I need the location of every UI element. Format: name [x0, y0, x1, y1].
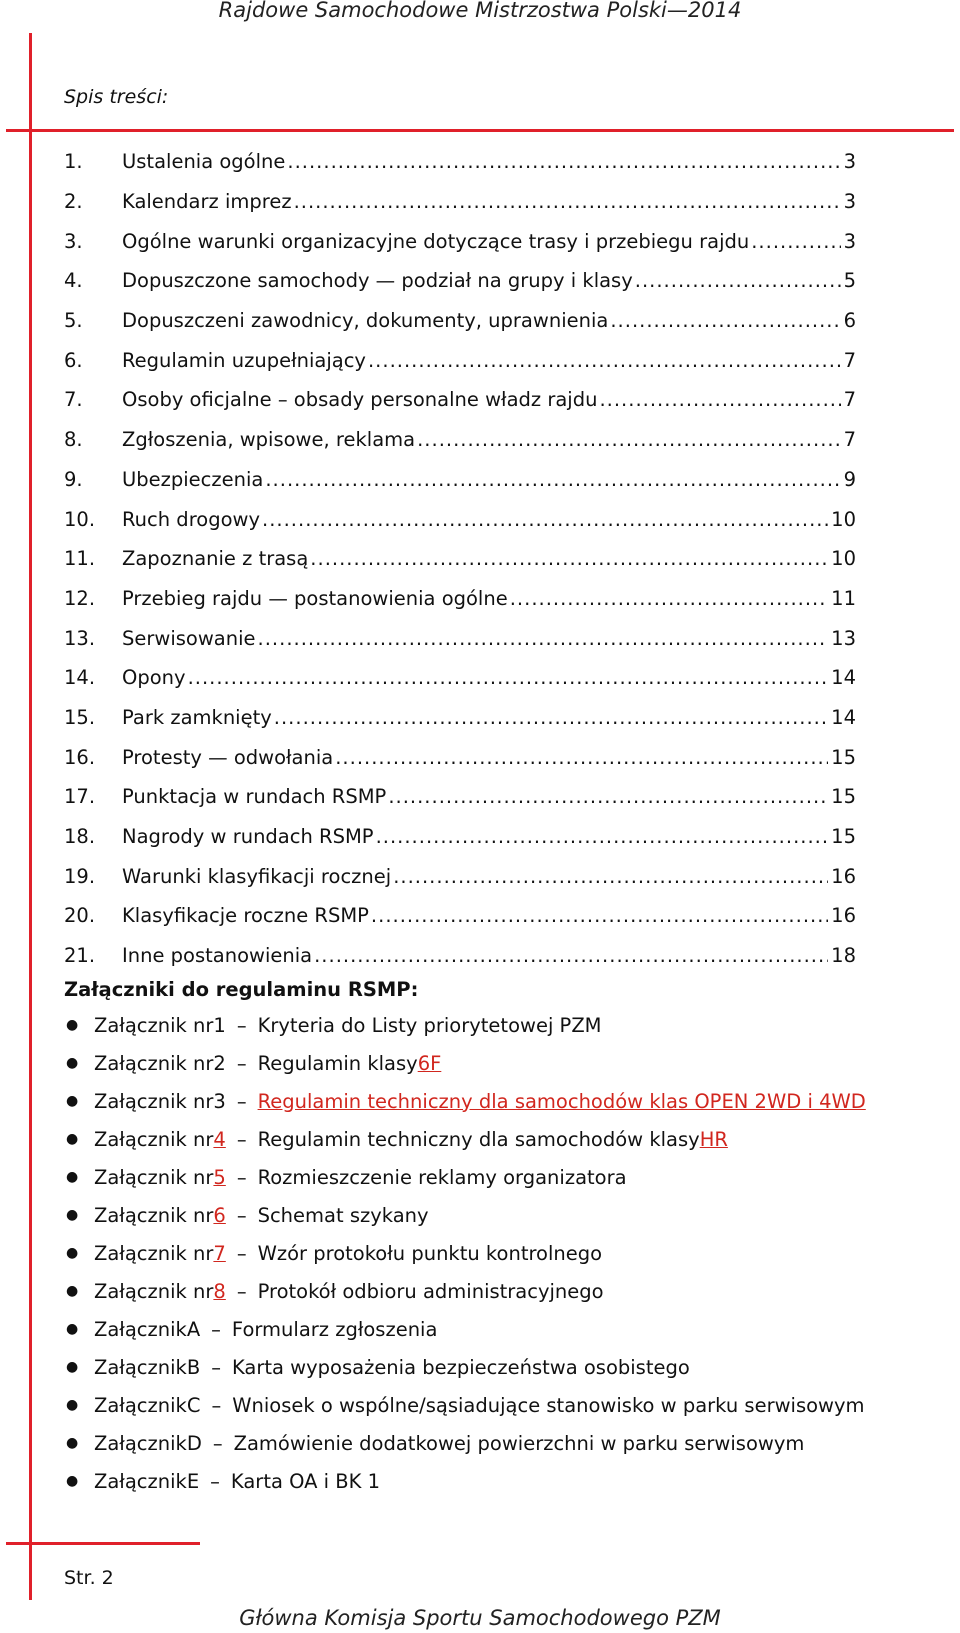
toc-leader-dots: [287, 150, 840, 173]
attachment-id: B: [186, 1355, 201, 1379]
attachment-prefix: Załącznik nr: [94, 1013, 214, 1037]
attachment-link[interactable]: HR: [699, 1127, 728, 1151]
toc-entry-page: 10: [831, 547, 856, 571]
bullet-icon: ●: [66, 1017, 79, 1033]
toc-entry[interactable]: [64, 142, 856, 182]
bullet-icon: ●: [66, 1131, 79, 1147]
toc-entry-page: 3: [843, 190, 856, 214]
toc-entry-title: Dopuszczeni zawodnicy, dokumenty, uprawnienia: [122, 309, 609, 333]
toc-entry[interactable]: [64, 896, 856, 936]
toc-leader-dots: [258, 627, 829, 650]
toc-leader-dots: [368, 349, 841, 372]
toc-entry-title: Kalendarz imprez: [122, 190, 292, 214]
attachment-description: Kryteria do Listy priorytetowej PZM: [257, 1013, 602, 1037]
attachment-prefix: Załącznik nr: [94, 1279, 214, 1303]
toc-entry[interactable]: [64, 658, 856, 698]
toc-entry-number: 11.: [64, 547, 96, 571]
toc-entry[interactable]: [64, 499, 856, 539]
header-rule: [6, 129, 954, 132]
toc-entry-number: 1.: [64, 150, 83, 174]
dash-separator: –: [236, 1089, 247, 1113]
toc-entry-page: 9: [843, 467, 856, 491]
attachment-item: [64, 1044, 866, 1082]
toc-entry[interactable]: [64, 856, 856, 896]
toc-leader-dots: [371, 904, 828, 927]
attachment-item: [64, 1310, 866, 1348]
attachment-id: 2: [213, 1051, 226, 1075]
toc-leader-dots: [310, 547, 828, 570]
toc-entry[interactable]: [64, 182, 856, 222]
dash-separator: –: [236, 1013, 247, 1037]
toc-entry-number: 2.: [64, 190, 83, 214]
attachment-id-link[interactable]: 6: [213, 1203, 226, 1227]
toc-entry[interactable]: [64, 539, 856, 579]
toc-entry[interactable]: [64, 221, 856, 261]
toc-entry-number: 16.: [64, 745, 96, 769]
toc-entry-number: 14.: [64, 666, 96, 690]
attachment-id-link[interactable]: 7: [213, 1241, 226, 1265]
toc-entry[interactable]: [64, 737, 856, 777]
attachment-description: Formularz zgłoszenia: [231, 1317, 438, 1341]
toc-leader-dots: [335, 746, 828, 769]
dash-separator: –: [236, 1165, 247, 1189]
page-footer: Główna Komisja Sportu Samochodowego PZM: [239, 1606, 721, 1630]
bullet-icon: ●: [66, 1055, 79, 1071]
toc-entry-page: 16: [831, 904, 856, 928]
attachment-description: Wniosek o wspólne/sąsiadujące stanowisko w parku serwisowym: [232, 1393, 865, 1417]
bullet-icon: ●: [66, 1207, 79, 1223]
toc-leader-dots: [262, 508, 828, 531]
toc-entry[interactable]: [64, 579, 856, 619]
footer-rule: [6, 1542, 200, 1545]
attachment-id-link[interactable]: 4: [213, 1127, 226, 1151]
attachment-description: Regulamin klasy: [257, 1051, 418, 1075]
dash-separator: –: [236, 1203, 247, 1227]
toc-entry-title: Warunki klasyfikacji rocznej: [122, 864, 392, 888]
attachment-item: [64, 1424, 866, 1462]
toc-entry-number: 4.: [64, 269, 83, 293]
toc-leader-dots: [188, 666, 829, 689]
toc-entry-number: 12.: [64, 586, 96, 610]
dash-separator: –: [236, 1127, 247, 1151]
toc-entry[interactable]: [64, 698, 856, 738]
bullet-icon: ●: [66, 1397, 79, 1413]
toc-entry-title: Przebieg rajdu — postanowienia ogólne: [122, 586, 508, 610]
attachment-prefix: Załącznik nr: [94, 1127, 214, 1151]
bullet-icon: ●: [66, 1359, 79, 1375]
attachment-description: Karta wyposażenia bezpieczeństwa osobistego: [231, 1355, 690, 1379]
attachments-list: [64, 1006, 866, 1500]
dash-separator: –: [211, 1393, 222, 1417]
attachment-item: [64, 1462, 866, 1500]
toc-entry-number: 17.: [64, 785, 96, 809]
toc-entry-title: Serwisowanie: [122, 626, 256, 650]
toc-entry-title: Klasyfikacje roczne RSMP: [122, 904, 369, 928]
attachment-item: [64, 1006, 866, 1044]
attachment-item: [64, 1158, 866, 1196]
dash-separator: –: [236, 1241, 247, 1265]
dash-separator: –: [212, 1431, 223, 1455]
toc-entry-number: 6.: [64, 348, 83, 372]
toc-entry-title: Opony: [122, 666, 186, 690]
toc-entry-page: 10: [831, 507, 856, 531]
attachment-prefix: Załącznik nr: [94, 1241, 214, 1265]
toc-leader-dots: [610, 309, 840, 332]
toc-entry-page: 15: [831, 785, 856, 809]
table-of-contents: [64, 142, 856, 975]
attachment-description: Schemat szykany: [257, 1203, 429, 1227]
bullet-icon: ●: [66, 1169, 79, 1185]
toc-entry-number: 21.: [64, 944, 96, 968]
attachment-prefix: Załącznik: [94, 1469, 187, 1493]
attachment-prefix: Załącznik nr: [94, 1089, 214, 1113]
dash-separator: –: [211, 1317, 221, 1341]
attachment-item: [64, 1120, 866, 1158]
attachment-link[interactable]: 6F: [417, 1051, 442, 1075]
toc-entry-title: Ogólne warunki organizacyjne dotyczące trasy i przebiegu rajdu: [122, 229, 750, 253]
toc-entry-title: Ruch drogowy: [122, 507, 261, 531]
toc-entry-page: 3: [843, 229, 856, 253]
toc-entry-page: 5: [843, 269, 856, 293]
toc-entry-number: 7.: [64, 388, 83, 412]
dash-separator: –: [210, 1469, 220, 1493]
toc-leader-dots: [635, 269, 841, 292]
toc-entry-title: Park zamknięty: [122, 705, 272, 729]
attachment-description: Zamówienie dodatkowej powierzchni w parku serwisowym: [233, 1431, 805, 1455]
toc-leader-dots: [388, 785, 828, 808]
toc-leader-dots: [314, 944, 828, 967]
attachment-id-link[interactable]: 8: [213, 1279, 226, 1303]
toc-leader-dots: [294, 190, 841, 213]
toc-entry-title: Ustalenia ogólne: [122, 150, 286, 174]
dash-separator: –: [211, 1355, 221, 1379]
toc-entry-page: 16: [831, 864, 856, 888]
attachment-prefix: Załącznik nr: [94, 1051, 214, 1075]
attachment-id: D: [186, 1431, 202, 1455]
toc-entry-number: 3.: [64, 229, 83, 253]
toc-entry-page: 14: [831, 705, 856, 729]
attachment-prefix: Załącznik: [94, 1393, 187, 1417]
toc-entry-page: 6: [843, 309, 856, 333]
attachment-description: Karta OA i BK 1: [230, 1469, 381, 1493]
attachment-id: 1: [213, 1013, 226, 1037]
toc-leader-dots: [599, 388, 840, 411]
attachment-prefix: Załącznik nr: [94, 1165, 214, 1189]
toc-entry[interactable]: [64, 340, 856, 380]
toc-entry[interactable]: [64, 380, 856, 420]
toc-leader-dots: [751, 230, 840, 253]
attachment-description: Protokół odbioru administracyjnego: [257, 1279, 604, 1303]
attachment-id: A: [186, 1317, 201, 1341]
toc-entry-number: 9.: [64, 467, 83, 491]
toc-entry-page: 13: [831, 626, 856, 650]
toc-entry-title: Osoby oficjalne – obsady personalne władz rajdu: [122, 388, 598, 412]
toc-entry-page: 3: [843, 150, 856, 174]
toc-entry-title: Zgłoszenia, wpisowe, reklama: [122, 428, 416, 452]
toc-entry-number: 15.: [64, 705, 96, 729]
toc-entry-title: Dopuszczone samochody — podział na grupy i klasy: [122, 269, 633, 293]
attachment-prefix: Załącznik: [94, 1355, 187, 1379]
attachment-prefix: Załącznik: [94, 1317, 187, 1341]
toc-entry-number: 20.: [64, 904, 96, 928]
attachment-description: Wzór protokołu punktu kontrolnego: [257, 1241, 603, 1265]
toc-entry-number: 10.: [64, 507, 96, 531]
toc-entry[interactable]: [64, 777, 856, 817]
bullet-icon: ●: [66, 1321, 79, 1337]
page-number: Str. 2: [64, 1567, 114, 1589]
bullet-icon: ●: [66, 1435, 79, 1451]
toc-entry-page: 7: [843, 388, 856, 412]
attachment-description-link[interactable]: Regulamin techniczny dla samochodów klas OPEN 2WD i 4WD: [257, 1089, 866, 1113]
attachment-item: [64, 1272, 866, 1310]
toc-entry-title: Inne postanowienia: [122, 944, 313, 968]
toc-entry-number: 19.: [64, 864, 96, 888]
page-header: Rajdowe Samochodowe Mistrzostwa Polski—2014: [218, 0, 742, 22]
toc-entry-page: 15: [831, 745, 856, 769]
attachment-id: E: [186, 1469, 200, 1493]
toc-entry-title: Ubezpieczenia: [122, 467, 264, 491]
toc-entry-page: 7: [843, 428, 856, 452]
toc-entry-title: Zapoznanie z trasą: [122, 547, 309, 571]
dash-separator: –: [236, 1279, 247, 1303]
toc-entry[interactable]: [64, 420, 856, 460]
toc-leader-dots: [265, 468, 840, 491]
toc-entry-number: 18.: [64, 825, 96, 849]
margin-rule-vertical: [29, 33, 32, 1600]
attachment-prefix: Załącznik: [94, 1431, 187, 1455]
attachments-title: Załączniki do regulaminu RSMP:: [64, 978, 419, 1001]
bullet-icon: ●: [66, 1245, 79, 1261]
toc-entry-page: 7: [843, 348, 856, 372]
toc-entry[interactable]: [64, 817, 856, 857]
toc-entry[interactable]: [64, 261, 856, 301]
toc-entry-number: 13.: [64, 626, 96, 650]
attachment-id: 3: [213, 1089, 226, 1113]
toc-entry-page: 11: [831, 586, 856, 610]
attachment-item: [64, 1234, 866, 1272]
toc-entry-title: Nagrody w rundach RSMP: [122, 825, 374, 849]
attachment-item: [64, 1348, 866, 1386]
bullet-icon: ●: [66, 1093, 79, 1109]
toc-entry-number: 5.: [64, 309, 83, 333]
attachment-item: [64, 1386, 866, 1424]
attachment-description: Rozmieszczenie reklamy organizatora: [257, 1165, 627, 1189]
toc-leader-dots: [510, 587, 828, 610]
toc-leader-dots: [274, 706, 828, 729]
toc-entry[interactable]: [64, 936, 856, 976]
attachment-prefix: Załącznik nr: [94, 1203, 214, 1227]
dash-separator: –: [236, 1051, 247, 1075]
attachment-description: Regulamin techniczny dla samochodów klasy: [257, 1127, 700, 1151]
attachment-id: C: [186, 1393, 201, 1417]
toc-entry-title: Protesty — odwołania: [122, 745, 334, 769]
attachment-item: [64, 1196, 866, 1234]
toc-title: Spis treści:: [64, 86, 169, 108]
toc-entry-number: 8.: [64, 428, 83, 452]
bullet-icon: ●: [66, 1473, 79, 1489]
toc-leader-dots: [376, 825, 829, 848]
toc-entry-title: Regulamin uzupełniający: [122, 348, 366, 372]
attachment-item: [64, 1082, 866, 1120]
attachment-id-link[interactable]: 5: [213, 1165, 226, 1189]
toc-entry-page: 15: [831, 825, 856, 849]
bullet-icon: ●: [66, 1283, 79, 1299]
toc-entry[interactable]: [64, 460, 856, 500]
toc-entry[interactable]: [64, 618, 856, 658]
toc-entry-title: Punktacja w rundach RSMP: [122, 785, 387, 809]
toc-leader-dots: [393, 865, 828, 888]
toc-entry-page: 18: [831, 944, 856, 968]
toc-entry-page: 14: [831, 666, 856, 690]
toc-leader-dots: [417, 428, 840, 451]
toc-entry[interactable]: [64, 301, 856, 341]
